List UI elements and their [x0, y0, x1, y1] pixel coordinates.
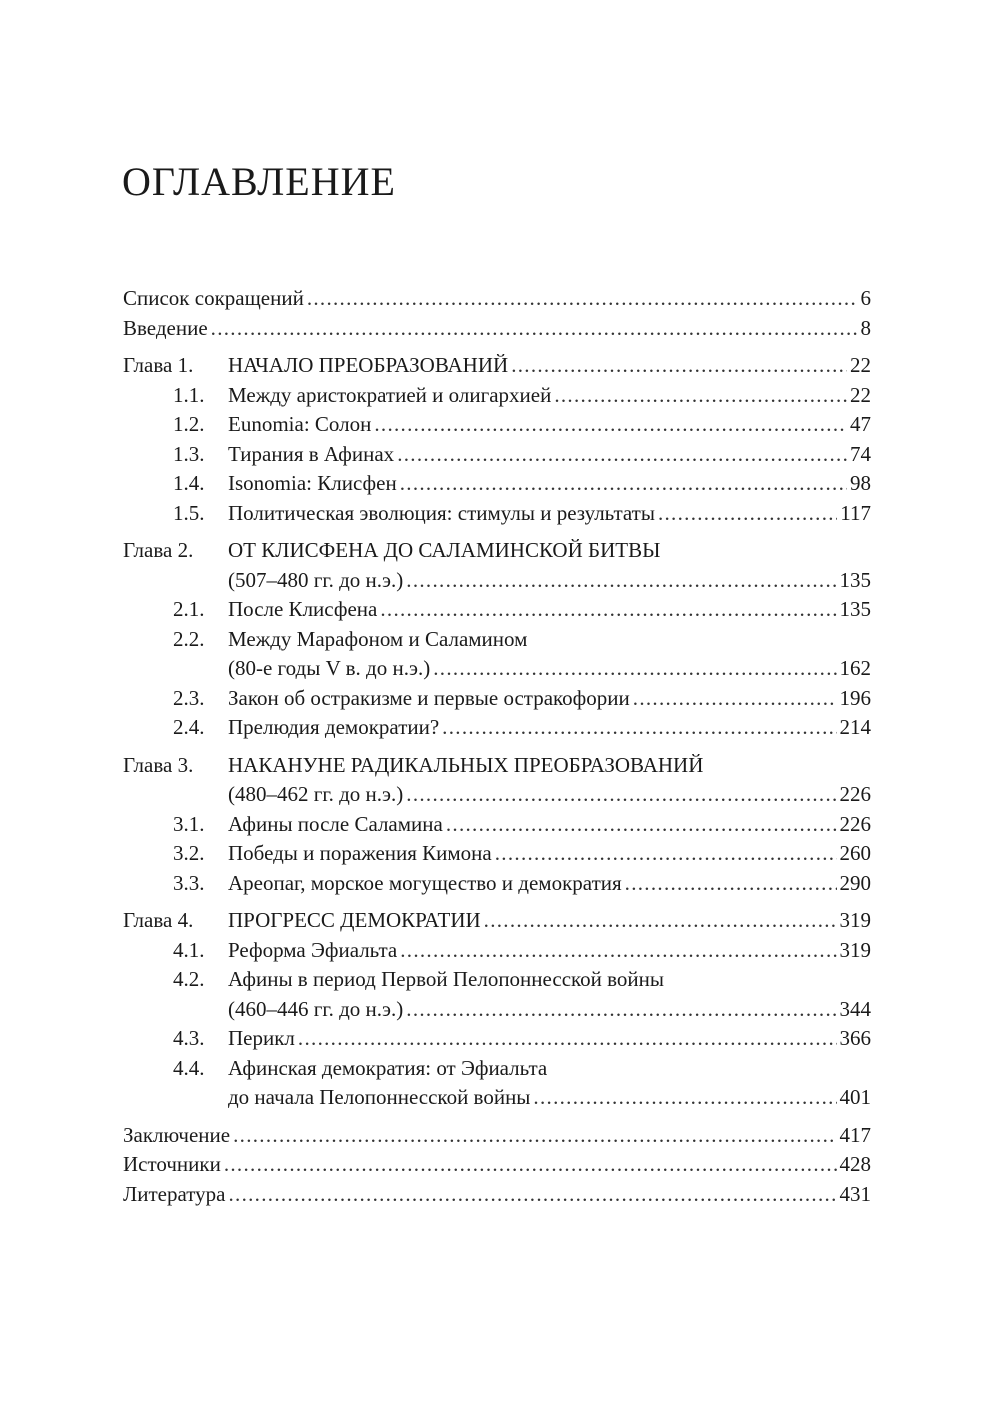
toc-entry-line	[228, 1083, 871, 1113]
dot-leader	[224, 1150, 837, 1180]
dot-leader	[397, 440, 847, 470]
toc-entry-number: Глава 1.	[123, 353, 194, 377]
toc-entry-number: 4.1.	[173, 937, 205, 962]
toc-entry-line	[228, 351, 871, 381]
dot-leader	[233, 1121, 836, 1151]
toc-entry-body	[123, 314, 871, 344]
toc-entry-title-line: Афины после Саламина	[228, 811, 443, 836]
toc-entry-line	[228, 810, 871, 840]
dot-leader	[228, 1180, 836, 1210]
dot-leader	[374, 410, 847, 440]
toc-entry-section	[123, 839, 871, 869]
toc-entry-title-line: Реформа Эфиальта	[228, 937, 398, 962]
toc-page-number: 417	[839, 1122, 871, 1147]
toc-entry-body	[228, 536, 871, 595]
toc-entry-line	[228, 410, 871, 440]
toc-entry-body	[228, 381, 871, 411]
toc-group-gap	[123, 1113, 871, 1121]
toc-page-number: 47	[850, 412, 871, 436]
toc-entry-body	[228, 351, 871, 381]
toc-group-gap	[123, 528, 871, 536]
toc-entry-body	[228, 936, 871, 966]
toc-entry-body	[228, 839, 871, 869]
toc-page-number: 226	[839, 782, 871, 806]
toc-entry-title-line: до начала Пелопоннесской войны	[228, 1085, 531, 1109]
toc-entry-number: 1.4.	[173, 471, 205, 495]
toc-entry-line	[228, 684, 871, 714]
toc-page-number: 162	[839, 656, 871, 680]
toc-entry-line	[228, 995, 871, 1025]
toc-entry-title-line: Isonomia: Клисфен	[228, 471, 397, 495]
toc-entry-section	[123, 1024, 871, 1054]
toc-entry-body	[228, 906, 871, 936]
toc-page-number: 319	[839, 937, 871, 962]
dot-leader	[380, 595, 836, 625]
page-title: ОГЛАВЛЕНИЕ	[122, 159, 396, 204]
toc-entry-line	[123, 1121, 871, 1151]
toc-group-gap	[123, 343, 871, 351]
toc-entry-body	[228, 440, 871, 470]
toc-entry-number: 4.3.	[173, 1026, 205, 1050]
toc-entry-section	[123, 410, 871, 440]
toc-page-number: 226	[839, 811, 871, 836]
table-of-contents	[123, 284, 871, 1209]
dot-leader	[433, 654, 836, 684]
toc-entry-body	[228, 869, 871, 899]
toc-entry-line	[228, 906, 871, 936]
toc-entry-line	[123, 314, 871, 344]
toc-entry-line	[123, 284, 871, 314]
toc-entry-line	[228, 713, 871, 743]
dot-leader	[211, 314, 858, 344]
dot-leader	[554, 381, 847, 411]
toc-entry-title-line: Закон об остракизме и первые остракофории	[228, 685, 630, 710]
toc-page-number: 431	[839, 1181, 871, 1206]
dot-leader	[495, 839, 837, 869]
toc-entry-section	[123, 869, 871, 899]
dot-leader	[406, 995, 836, 1025]
toc-entry-line	[228, 469, 871, 499]
toc-entry-title-line: Заключение	[123, 1122, 231, 1147]
dot-leader	[307, 284, 858, 314]
toc-entry-title-line: Афинская демократия: от Эфиальта	[228, 1055, 548, 1080]
toc-entry-section	[123, 1054, 871, 1113]
toc-entry-front	[123, 284, 871, 314]
toc-entry-line	[228, 654, 871, 684]
toc-entry-section	[123, 936, 871, 966]
toc-entry-section	[123, 381, 871, 411]
toc-entry-body	[123, 1180, 871, 1210]
toc-entry-body	[228, 410, 871, 440]
toc-entry-body	[228, 684, 871, 714]
dot-leader	[406, 566, 836, 596]
dot-leader	[511, 351, 847, 381]
toc-entry-title-line: Тирания в Афинах	[228, 441, 395, 466]
toc-group-gap	[123, 898, 871, 906]
toc-entry-number: Глава 3.	[123, 752, 194, 777]
toc-page-number: 428	[839, 1152, 871, 1176]
toc-entry-body	[228, 499, 871, 529]
toc-entry-back	[123, 1180, 871, 1210]
toc-entry-chapter	[123, 351, 871, 381]
toc-entry-title-line: Источники	[123, 1152, 221, 1176]
toc-entry-number: 2.4.	[173, 715, 205, 739]
toc-entry-title-line: Между аристократией и олигархией	[228, 382, 552, 407]
toc-entry-chapter	[123, 751, 871, 810]
toc-entry-number: 1.5.	[173, 500, 205, 525]
toc-entry-section	[123, 469, 871, 499]
toc-entry-title-line: Политическая эволюция: стимулы и результаты	[228, 500, 655, 525]
toc-entry-number: 3.1.	[173, 811, 205, 836]
toc-entry-line	[228, 936, 871, 966]
toc-entry-number: 2.3.	[173, 685, 205, 710]
toc-page-number: 22	[850, 382, 871, 407]
toc-entry-number: 4.4.	[173, 1055, 205, 1080]
toc-entry-line	[228, 566, 871, 596]
toc-entry-number: Глава 4.	[123, 908, 194, 932]
dot-leader	[658, 499, 837, 529]
dot-leader	[406, 780, 836, 810]
toc-entry-body	[228, 625, 871, 684]
toc-entry-title-line: (480–462 гг. до н.э.)	[228, 782, 404, 806]
toc-entry-section	[123, 965, 871, 1024]
toc-entry-body	[228, 1054, 871, 1113]
toc-entry-line	[123, 1150, 871, 1180]
toc-entry-title-line: После Клисфена	[228, 597, 378, 621]
toc-entry-title-line: НАКАНУНЕ РАДИКАЛЬНЫХ ПРЕОБРАЗОВАНИЙ	[228, 752, 704, 777]
toc-entry-back	[123, 1150, 871, 1180]
toc-page-number: 98	[850, 471, 871, 495]
toc-entry-body	[228, 751, 871, 810]
toc-page-number: 319	[839, 908, 871, 932]
toc-entry-title-line: Введение	[123, 315, 208, 340]
toc-page-number: 135	[839, 597, 871, 621]
dot-leader	[484, 906, 837, 936]
toc-entry-line	[228, 839, 871, 869]
dot-leader	[446, 810, 837, 840]
toc-entry-title-line: Победы и поражения Кимона	[228, 841, 492, 865]
toc-entry-body	[228, 965, 871, 1024]
toc-entry-number: 1.2.	[173, 412, 205, 436]
toc-group-gap	[123, 743, 871, 751]
toc-entry-title-line: (507–480 гг. до н.э.)	[228, 567, 404, 592]
toc-page-number: 135	[839, 567, 871, 592]
dot-leader	[298, 1024, 837, 1054]
toc-entry-line	[228, 595, 871, 625]
toc-entry-title-line: Между Марафоном и Саламином	[228, 626, 528, 651]
toc-entry-line	[228, 869, 871, 899]
toc-entry-section	[123, 595, 871, 625]
toc-entry-line	[228, 440, 871, 470]
dot-leader	[625, 869, 837, 899]
toc-entry-section	[123, 713, 871, 743]
toc-entry-section	[123, 440, 871, 470]
toc-entry-number: 2.2.	[173, 626, 205, 651]
toc-entry-body	[123, 284, 871, 314]
toc-entry-body	[228, 1024, 871, 1054]
toc-entry-body	[228, 595, 871, 625]
toc-entry-number: 3.2.	[173, 841, 205, 865]
toc-entry-section	[123, 810, 871, 840]
toc-entry-line	[228, 499, 871, 529]
toc-entry-title-line: Eunomia: Солон	[228, 412, 372, 436]
dot-leader	[400, 936, 836, 966]
toc-entry-title-line: Список сокращений	[123, 286, 304, 310]
toc-entry-line	[228, 780, 871, 810]
toc-entry-chapter	[123, 906, 871, 936]
toc-page-number: 6	[860, 286, 871, 310]
toc-page-number: 290	[839, 870, 871, 895]
toc-entry-title-line: (80-е годы V в. до н.э.)	[228, 656, 431, 680]
toc-entry-section	[123, 625, 871, 684]
toc-page-number: 117	[840, 500, 871, 525]
toc-entry-body	[123, 1150, 871, 1180]
toc-entry-title-line: Литература	[123, 1181, 226, 1206]
toc-entry-section	[123, 499, 871, 529]
toc-entry-title-line: Ареопаг, морское могущество и демократия	[228, 870, 622, 895]
toc-page-number: 366	[839, 1026, 871, 1050]
toc-entry-number: Глава 2.	[123, 538, 194, 562]
toc-entry-title-line: Прелюдия демократии?	[228, 715, 440, 739]
toc-entry-section	[123, 684, 871, 714]
toc-entry-body	[228, 713, 871, 743]
dot-leader	[533, 1083, 836, 1113]
toc-entry-title-line: Перикл	[228, 1026, 295, 1050]
toc-entry-title-line: НАЧАЛО ПРЕОБРАЗОВАНИЙ	[228, 353, 509, 377]
toc-entry-title-line: ПРОГРЕСС ДЕМОКРАТИИ	[228, 908, 481, 932]
toc-entry-title-line: (460–446 гг. до н.э.)	[228, 996, 404, 1021]
toc-page-number: 260	[839, 841, 871, 865]
toc-entry-body	[228, 810, 871, 840]
toc-page-number: 196	[839, 685, 871, 710]
toc-page-number: 344	[839, 996, 871, 1021]
dot-leader	[400, 469, 847, 499]
toc-page-number: 8	[860, 315, 871, 340]
toc-entry-chapter	[123, 536, 871, 595]
toc-entry-body	[228, 469, 871, 499]
toc-entry-number: 4.2.	[173, 967, 205, 991]
toc-entry-back	[123, 1121, 871, 1151]
toc-entry-number: 1.1.	[173, 382, 205, 407]
toc-entry-line	[123, 1180, 871, 1210]
toc-entry-line	[228, 1024, 871, 1054]
dot-leader	[633, 684, 837, 714]
toc-page-number: 74	[850, 441, 871, 466]
toc-entry-title-line: Афины в период Первой Пелопоннесской войны	[228, 967, 664, 991]
toc-entry-body	[123, 1121, 871, 1151]
toc-entry-number: 3.3.	[173, 870, 205, 895]
toc-page-number: 22	[850, 353, 871, 377]
toc-entry-line	[228, 381, 871, 411]
toc-entry-title-line: ОТ КЛИСФЕНА ДО САЛАМИНСКОЙ БИТВЫ	[228, 538, 661, 562]
dot-leader	[442, 713, 836, 743]
toc-entry-number: 2.1.	[173, 597, 205, 621]
toc-entry-number: 1.3.	[173, 441, 205, 466]
toc-page-number: 401	[839, 1085, 871, 1109]
toc-page-number: 214	[839, 715, 871, 739]
toc-entry-front	[123, 314, 871, 344]
